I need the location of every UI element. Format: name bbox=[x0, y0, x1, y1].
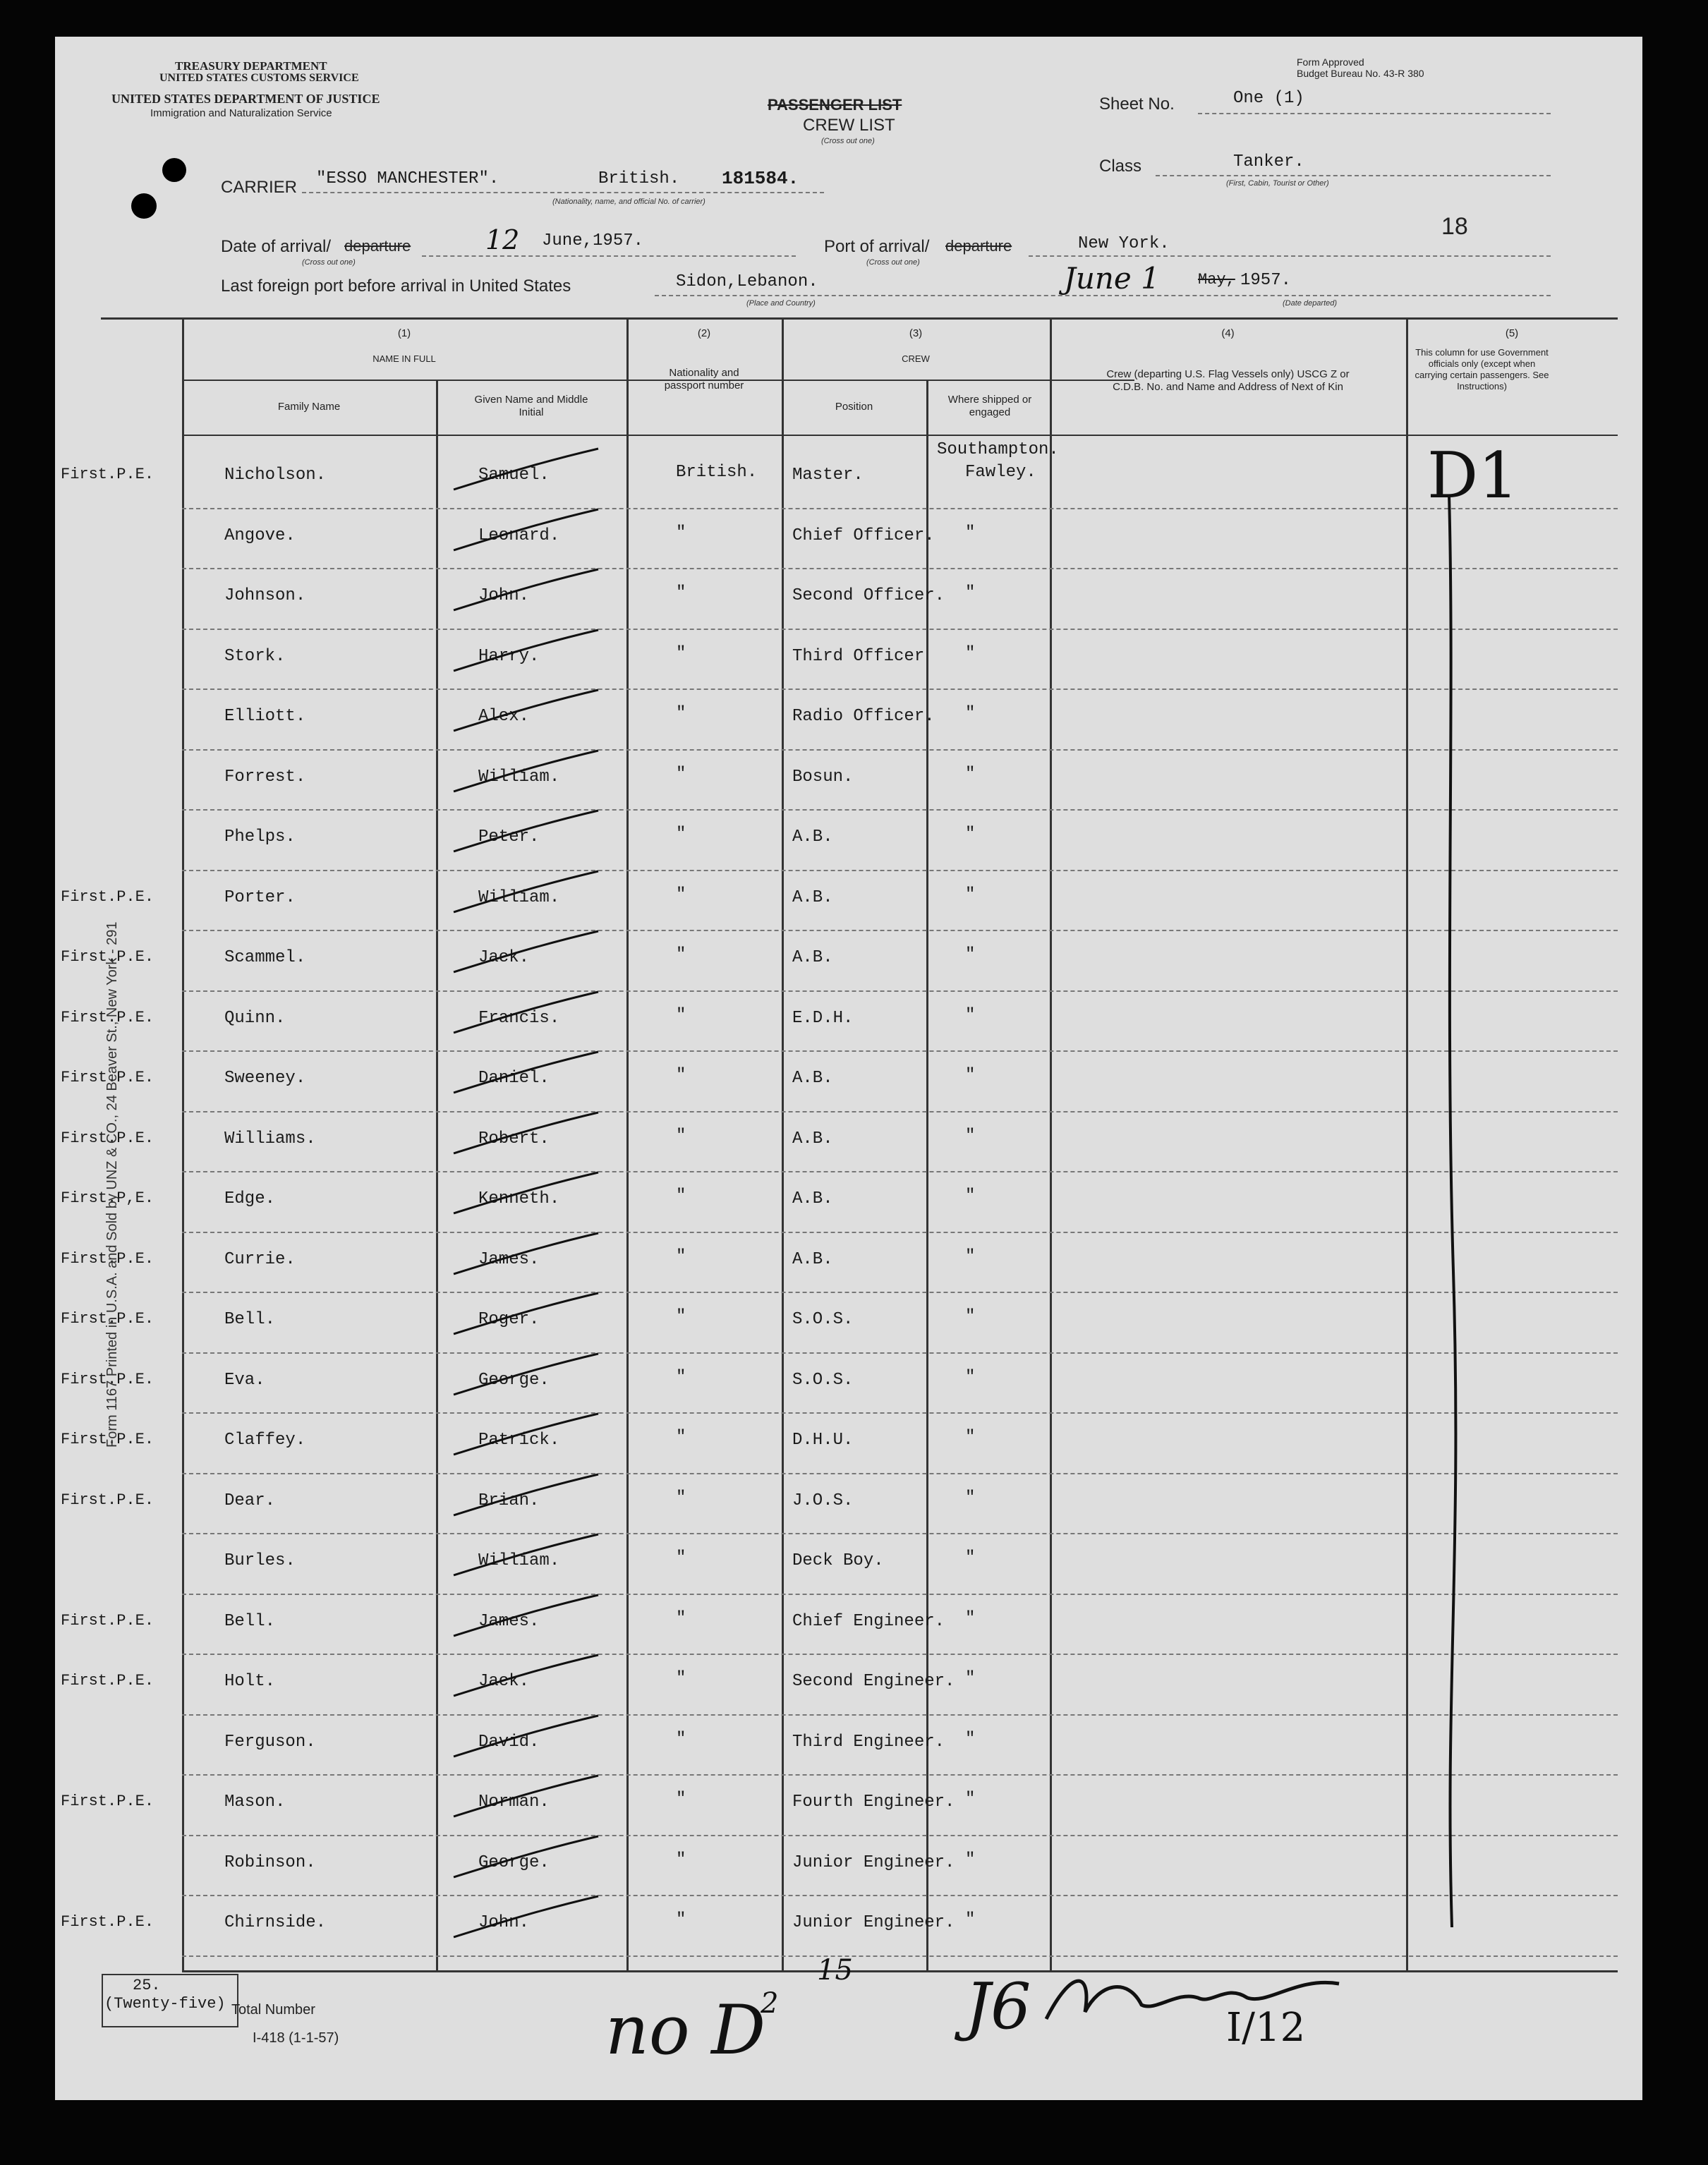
given-name-check-stroke bbox=[450, 1351, 605, 1400]
port-cross-caption: (Cross out one) bbox=[866, 258, 920, 267]
given-name: Norman. bbox=[478, 1793, 550, 1812]
row-rule bbox=[182, 749, 1618, 751]
given-name-check-stroke bbox=[450, 1713, 605, 1762]
budget-bureau-no: Budget Bureau No. 43-R 380 bbox=[1297, 68, 1424, 79]
where-shipped: " bbox=[965, 1187, 976, 1206]
family-name: Nicholson. bbox=[224, 466, 327, 485]
position: J.O.S. bbox=[792, 1491, 854, 1510]
col1-given-name: Given Name and Middle Initial bbox=[474, 394, 588, 418]
d1-vertical-stroke bbox=[1431, 495, 1473, 1934]
nationality: " bbox=[676, 1850, 686, 1869]
carrier-label: CARRIER bbox=[221, 178, 298, 197]
position: E.D.H. bbox=[792, 1008, 854, 1028]
where-shipped: " bbox=[965, 1910, 976, 1929]
nationality: " bbox=[676, 1247, 686, 1266]
handwritten-no-d: no D bbox=[605, 1991, 766, 2070]
nationality: " bbox=[676, 1608, 686, 1628]
form-code: I-418 (1-1-57) bbox=[253, 2030, 339, 2046]
arrival-day-handwritten: 12 bbox=[485, 224, 520, 255]
position: S.O.S. bbox=[792, 1310, 854, 1329]
d1-mark: D1 bbox=[1427, 439, 1519, 513]
given-name: James. bbox=[478, 1249, 540, 1269]
port-departure-struck: departure bbox=[945, 237, 1012, 255]
table-row bbox=[55, 1780, 1642, 1840]
col5-title: This column for use Government officials only (except when carrying certain passengers. See Instructions) bbox=[1415, 347, 1549, 392]
where-shipped: " bbox=[965, 704, 976, 723]
given-name-check-stroke bbox=[450, 687, 605, 736]
family-name: Claffey. bbox=[224, 1431, 306, 1450]
table-bottom-rule bbox=[182, 1970, 1618, 1972]
table-row bbox=[55, 634, 1642, 695]
first-pe-mark: First.P.E. bbox=[61, 1008, 155, 1026]
family-name: Forrest. bbox=[224, 767, 306, 787]
family-name: Robinson. bbox=[224, 1852, 316, 1872]
nationality: " bbox=[676, 1790, 686, 1809]
given-name-check-stroke bbox=[450, 1472, 605, 1521]
table-row bbox=[55, 755, 1642, 815]
first-pe-mark: First.P.E. bbox=[61, 1431, 155, 1448]
given-name-check-stroke bbox=[450, 1170, 605, 1219]
last-port-label: Last foreign port before arrival in United States bbox=[221, 277, 571, 296]
family-name: Angove. bbox=[224, 526, 296, 545]
given-name: William. bbox=[478, 767, 560, 787]
given-name-check-stroke bbox=[450, 1049, 605, 1098]
row-rule bbox=[182, 1352, 1618, 1354]
total-number: 25. bbox=[133, 1977, 161, 1994]
given-name-check-stroke bbox=[450, 627, 605, 677]
col4-title: Crew (departing U.S. Flag Vessels only) USCG Z or C.D.B. No. and Name and Address of Next of Kin bbox=[1106, 368, 1350, 393]
row-rule bbox=[182, 1714, 1618, 1716]
crew-list-title: CREW LIST bbox=[803, 116, 895, 135]
first-pe-mark: First.P.E. bbox=[61, 1793, 155, 1810]
given-name: Brian. bbox=[478, 1491, 540, 1510]
given-name-check-stroke bbox=[450, 989, 605, 1038]
family-name: Johnson. bbox=[224, 586, 306, 605]
table-row bbox=[55, 1056, 1642, 1117]
position: A.B. bbox=[792, 948, 833, 967]
given-name-check-stroke bbox=[450, 1411, 605, 1460]
table-row bbox=[55, 1659, 1642, 1720]
col2-number: (2) bbox=[697, 327, 711, 339]
col5-number: (5) bbox=[1505, 327, 1519, 339]
where-shipped: " bbox=[965, 825, 976, 844]
row-rule bbox=[182, 930, 1618, 931]
table-row bbox=[55, 1237, 1642, 1298]
family-name: Scammel. bbox=[224, 948, 306, 967]
family-name: Eva. bbox=[224, 1370, 265, 1390]
table-row bbox=[55, 935, 1642, 996]
agency-line-4: Immigration and Naturalization Service bbox=[150, 107, 332, 119]
sheet-no-label: Sheet No. bbox=[1099, 95, 1175, 114]
nationality: " bbox=[676, 1126, 686, 1146]
position: S.O.S. bbox=[792, 1370, 854, 1390]
table-row bbox=[55, 1117, 1642, 1177]
given-name: John. bbox=[478, 586, 530, 605]
position: A.B. bbox=[792, 1069, 833, 1088]
where-shipped: " bbox=[965, 1247, 976, 1266]
punch-hole bbox=[162, 158, 186, 182]
given-name: Peter. bbox=[478, 827, 540, 847]
position: Radio Officer. bbox=[792, 707, 935, 726]
where-shipped: " bbox=[965, 1005, 976, 1025]
where-shipped: " bbox=[965, 523, 976, 542]
carrier-name: "ESSO MANCHESTER". bbox=[316, 169, 499, 188]
row-rule bbox=[182, 689, 1618, 690]
where-shipped: " bbox=[965, 764, 976, 784]
col1-family-name: Family Name bbox=[277, 401, 341, 413]
col3-title: CREW bbox=[902, 353, 930, 364]
row-rule bbox=[182, 1111, 1618, 1112]
nationality: " bbox=[676, 643, 686, 663]
family-name: Chirnside. bbox=[224, 1913, 327, 1932]
family-name: Burles. bbox=[224, 1551, 296, 1570]
family-name: Holt. bbox=[224, 1672, 276, 1691]
where-shipped: " bbox=[965, 643, 976, 663]
carrier-caption: (Nationality, name, and official No. of carrier) bbox=[552, 198, 705, 206]
given-name-check-stroke bbox=[450, 507, 605, 556]
where-shipped: " bbox=[965, 1729, 976, 1749]
position: A.B. bbox=[792, 1129, 833, 1148]
position: Junior Engineer. bbox=[792, 1852, 955, 1872]
where-shipped: Fawley. bbox=[965, 463, 1036, 482]
where-shipped: " bbox=[965, 1608, 976, 1628]
position: Chief Engineer. bbox=[792, 1611, 945, 1631]
family-name: Bell. bbox=[224, 1310, 276, 1329]
family-name: Sweeney. bbox=[224, 1069, 306, 1088]
col4-number: (4) bbox=[1221, 327, 1235, 339]
where-shipped: " bbox=[965, 1548, 976, 1567]
table-row bbox=[55, 1358, 1642, 1419]
given-name: Samuel. bbox=[478, 466, 550, 485]
row-rule bbox=[182, 870, 1618, 871]
table-row bbox=[55, 1177, 1642, 1237]
agency-line-3: UNITED STATES DEPARTMENT OF JUSTICE bbox=[111, 92, 380, 106]
total-words: (Twenty-five) bbox=[104, 1995, 226, 2013]
where-shipped: " bbox=[965, 583, 976, 602]
family-name: Ferguson. bbox=[224, 1732, 316, 1752]
table-row bbox=[55, 1900, 1642, 1961]
table-row bbox=[55, 875, 1642, 936]
table-row bbox=[55, 694, 1642, 755]
position: A.B. bbox=[792, 1249, 833, 1269]
first-pe-mark: First.P.E. bbox=[61, 1310, 155, 1328]
row-rule bbox=[182, 1473, 1618, 1474]
table-row bbox=[55, 1418, 1642, 1479]
table-row bbox=[55, 996, 1642, 1057]
handwritten-initials: J6 bbox=[965, 1970, 1031, 2044]
given-name-check-stroke bbox=[450, 868, 605, 918]
given-name: David. bbox=[478, 1732, 540, 1752]
carrier-number: 181584. bbox=[722, 168, 799, 189]
where-shipped: " bbox=[965, 1428, 976, 1447]
col1-title: NAME IN FULL bbox=[373, 353, 436, 364]
col3-number: (3) bbox=[909, 327, 923, 339]
col1-number: (1) bbox=[397, 327, 411, 339]
row-rule bbox=[182, 1895, 1618, 1896]
family-name: Currie. bbox=[224, 1249, 296, 1269]
date-cross-caption: (Cross out one) bbox=[302, 258, 356, 267]
position: Deck Boy. bbox=[792, 1551, 884, 1570]
position: Second Officer. bbox=[792, 586, 945, 605]
nationality: " bbox=[676, 1005, 686, 1025]
nationality: " bbox=[676, 1910, 686, 1929]
sheet-no-value: One (1) bbox=[1233, 89, 1304, 108]
nationality: " bbox=[676, 583, 686, 602]
position: A.B. bbox=[792, 827, 833, 847]
given-name: Jack. bbox=[478, 948, 530, 967]
table-subheader-rule bbox=[182, 435, 1618, 436]
last-port-caption: (Place and Country) bbox=[746, 299, 816, 308]
row-rule bbox=[182, 1594, 1618, 1595]
given-name-check-stroke bbox=[450, 1773, 605, 1822]
family-name: Williams. bbox=[224, 1129, 316, 1148]
first-pe-mark: First.P.E. bbox=[61, 466, 155, 483]
class-value: Tanker. bbox=[1233, 152, 1304, 171]
family-name: Quinn. bbox=[224, 1008, 286, 1028]
nationality: " bbox=[676, 1187, 686, 1206]
first-pe-mark: First.P.E. bbox=[61, 887, 155, 906]
where-shipped: " bbox=[965, 1066, 976, 1085]
position: Second Engineer. bbox=[792, 1672, 955, 1691]
given-name-check-stroke bbox=[450, 1833, 605, 1883]
row-rule bbox=[182, 629, 1618, 630]
position: Chief Officer. bbox=[792, 526, 935, 545]
given-name: George. bbox=[478, 1370, 550, 1390]
given-name-check-stroke bbox=[450, 1652, 605, 1702]
given-name: George. bbox=[478, 1852, 550, 1872]
nationality: " bbox=[676, 1669, 686, 1688]
where-shipped: " bbox=[965, 945, 976, 964]
given-name-check-stroke bbox=[450, 1230, 605, 1280]
position: Junior Engineer. bbox=[792, 1913, 955, 1932]
nationality: British. bbox=[676, 463, 758, 482]
printer-imprint: Form 1167 Printed in U.S.A. and Sold by UNZ & CO., 24 Beaver St., New York - 291 bbox=[104, 921, 120, 1448]
date-arrival-label: Date of arrival/ bbox=[221, 237, 332, 256]
departed-date-handwritten: June 1 bbox=[1064, 261, 1160, 296]
table-row bbox=[55, 1840, 1642, 1901]
row-rule bbox=[182, 1292, 1618, 1293]
row-rule bbox=[182, 568, 1618, 569]
list-type-caption: (Cross out one) bbox=[821, 137, 875, 145]
date-departure-struck: departure bbox=[344, 237, 411, 255]
table-row bbox=[55, 1720, 1642, 1781]
position: Fourth Engineer. bbox=[792, 1793, 955, 1812]
crew-list-document bbox=[55, 37, 1642, 2100]
handwritten-fifteen: 15 bbox=[817, 1954, 853, 1987]
departed-year: 1957. bbox=[1240, 271, 1292, 290]
position: Master. bbox=[792, 466, 864, 485]
first-pe-mark: First.P,E. bbox=[61, 1189, 155, 1207]
handwritten-date: I/12 bbox=[1226, 2005, 1306, 2051]
row-rule bbox=[182, 809, 1618, 811]
last-port-value: Sidon,Lebanon. bbox=[676, 272, 818, 291]
nationality: " bbox=[676, 1066, 686, 1085]
given-name-check-stroke bbox=[450, 1893, 605, 1943]
row-rule bbox=[182, 1654, 1618, 1655]
handwritten-superscript: 2 bbox=[761, 1987, 779, 2020]
where-shipped: " bbox=[965, 885, 976, 904]
nationality: " bbox=[676, 1307, 686, 1326]
nationality: " bbox=[676, 945, 686, 964]
total-number-label: Total Number bbox=[231, 2002, 315, 2018]
passenger-list-struck: PASSENGER LIST bbox=[768, 96, 902, 114]
family-name: Dear. bbox=[224, 1491, 276, 1510]
first-pe-mark: First.P.E. bbox=[61, 1491, 155, 1509]
given-name-check-stroke bbox=[450, 566, 605, 616]
col2-title: Nationality and passport number bbox=[664, 367, 744, 392]
position: A.B. bbox=[792, 887, 833, 907]
nationality: " bbox=[676, 1488, 686, 1508]
given-name: William. bbox=[478, 887, 560, 907]
row-rule bbox=[182, 1232, 1618, 1233]
table-top-rule bbox=[101, 317, 1618, 320]
family-name: Elliott. bbox=[224, 707, 306, 726]
nationality: " bbox=[676, 764, 686, 784]
row-rule bbox=[182, 1412, 1618, 1414]
port-arrival-label: Port of arrival/ bbox=[824, 237, 930, 256]
first-pe-mark: First.P.E. bbox=[61, 1672, 155, 1690]
given-name: Patrick. bbox=[478, 1431, 560, 1450]
given-name-check-stroke bbox=[450, 748, 605, 797]
given-name: Harry. bbox=[478, 646, 540, 666]
first-pe-mark: First.P.E. bbox=[61, 1069, 155, 1086]
row-rule bbox=[182, 1171, 1618, 1172]
family-name: Edge. bbox=[224, 1189, 276, 1208]
given-name-check-stroke bbox=[450, 1532, 605, 1581]
nationality: " bbox=[676, 1428, 686, 1447]
position: Third Officer bbox=[792, 646, 925, 666]
nationality: " bbox=[676, 523, 686, 542]
given-name: Alex. bbox=[478, 707, 530, 726]
row-rule bbox=[182, 1050, 1618, 1052]
position: A.B. bbox=[792, 1189, 833, 1208]
family-name: Porter. bbox=[224, 887, 296, 907]
position: Third Engineer. bbox=[792, 1732, 945, 1752]
given-name: William. bbox=[478, 1551, 560, 1570]
where-shipped: " bbox=[965, 1126, 976, 1146]
date-departed-caption: (Date departed) bbox=[1283, 299, 1338, 308]
first-pe-mark: First.P.E. bbox=[61, 1913, 155, 1931]
where-shipped: " bbox=[965, 1367, 976, 1387]
given-name-check-stroke bbox=[450, 1592, 605, 1642]
given-name: James. bbox=[478, 1611, 540, 1631]
arrival-date: June,1957. bbox=[542, 231, 644, 250]
first-pe-mark: First.P.E. bbox=[61, 948, 155, 966]
given-name: John. bbox=[478, 1913, 530, 1932]
punch-hole bbox=[131, 193, 157, 219]
agency-line-1: TREASURY DEPARTMENT bbox=[175, 59, 327, 73]
first-pe-mark: First.P.E. bbox=[61, 1370, 155, 1388]
departed-month-struck: May, bbox=[1198, 271, 1235, 289]
nationality: " bbox=[676, 1729, 686, 1749]
given-name: Jack. bbox=[478, 1672, 530, 1691]
first-pe-mark: First.P.E. bbox=[61, 1129, 155, 1147]
table-row bbox=[55, 1539, 1642, 1599]
row-rule bbox=[182, 1533, 1618, 1534]
given-name: Francis. bbox=[478, 1008, 560, 1028]
nationality: " bbox=[676, 1367, 686, 1387]
table-row bbox=[55, 815, 1642, 875]
table-row bbox=[55, 1479, 1642, 1539]
given-name: Leonard. bbox=[478, 526, 560, 545]
table-row bbox=[55, 453, 1642, 514]
class-caption: (First, Cabin, Tourist or Other) bbox=[1226, 179, 1329, 188]
table-row bbox=[55, 1599, 1642, 1660]
given-name-check-stroke bbox=[450, 1110, 605, 1159]
where-shipped: " bbox=[965, 1488, 976, 1508]
first-pe-mark: First.P.E. bbox=[61, 1611, 155, 1630]
where-shipped: " bbox=[965, 1790, 976, 1809]
col3-position: Position bbox=[835, 401, 873, 413]
given-name: Roger. bbox=[478, 1310, 540, 1329]
carrier-nationality: British. bbox=[598, 169, 680, 188]
row-rule bbox=[182, 508, 1618, 509]
page-number: 18 bbox=[1441, 213, 1468, 240]
first-pe-mark: First.P.E. bbox=[61, 1249, 155, 1268]
where-shipped: " bbox=[965, 1850, 976, 1869]
given-name-check-stroke bbox=[450, 446, 605, 495]
table-row bbox=[55, 514, 1642, 574]
port-arrival-value: New York. bbox=[1078, 234, 1170, 253]
col3-where-shipped: Where shipped or engaged bbox=[947, 394, 1032, 418]
shipped-southampton: Southampton. bbox=[937, 440, 1059, 459]
family-name: Mason. bbox=[224, 1793, 286, 1812]
table-row bbox=[55, 574, 1642, 634]
table-row bbox=[55, 1297, 1642, 1358]
position: Bosun. bbox=[792, 767, 854, 787]
given-name: Daniel. bbox=[478, 1069, 550, 1088]
row-rule bbox=[182, 1835, 1618, 1836]
form-approved: Form Approved bbox=[1297, 56, 1364, 68]
nationality: " bbox=[676, 885, 686, 904]
nationality: " bbox=[676, 1548, 686, 1567]
given-name: Robert. bbox=[478, 1129, 550, 1148]
where-shipped: " bbox=[965, 1307, 976, 1326]
family-name: Bell. bbox=[224, 1611, 276, 1631]
position: D.H.U. bbox=[792, 1431, 854, 1450]
given-name: Kenneth. bbox=[478, 1189, 560, 1208]
class-label: Class bbox=[1099, 157, 1142, 176]
agency-line-2: UNITED STATES CUSTOMS SERVICE bbox=[159, 72, 359, 84]
given-name-check-stroke bbox=[450, 1290, 605, 1340]
row-rule bbox=[182, 990, 1618, 992]
where-shipped: " bbox=[965, 1669, 976, 1688]
given-name-check-stroke bbox=[450, 808, 605, 857]
family-name: Stork. bbox=[224, 646, 286, 666]
row-rule bbox=[182, 1774, 1618, 1776]
nationality: " bbox=[676, 825, 686, 844]
row-rule bbox=[182, 1955, 1618, 1957]
given-name-check-stroke bbox=[450, 928, 605, 978]
family-name: Phelps. bbox=[224, 827, 296, 847]
nationality: " bbox=[676, 704, 686, 723]
